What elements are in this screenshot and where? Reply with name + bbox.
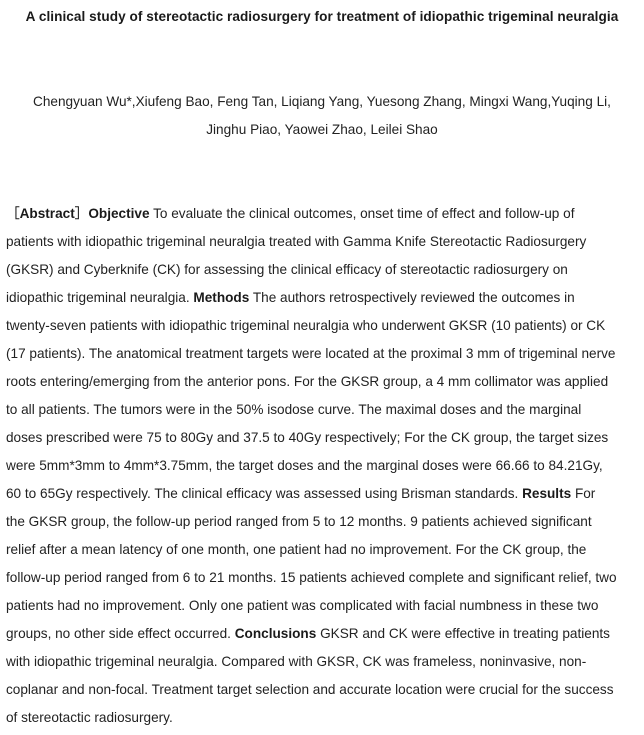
abstract-line: coplanar and non-focal. Treatment target selection and accurate location were crucial for the success — [6, 682, 614, 697]
abstract-line — [6, 284, 638, 312]
abstract-line: patients with idiopathic trigeminal neuralgia treated with Gamma Knife Stereotactic Radiosurgery — [6, 234, 587, 249]
abstract-line: (17 patients). The anatomical treatment targets were located at the proximal 3 mm of trigeminal nerve — [6, 346, 616, 361]
abstract-text: To evaluate the clinical outcomes, onset time of effect and follow-up of — [149, 206, 575, 221]
abstract-label: ［Abstract］ — [6, 206, 89, 221]
abstract-text: The authors retrospectively reviewed the outcomes in — [249, 290, 575, 305]
abstract-text: groups, no other side effect occurred. — [6, 626, 235, 641]
abstract-line: relief after a mean latency of one month, one patient had no improvement. For the CK group, the — [6, 542, 587, 557]
abstract-text: idiopathic trigeminal neuralgia. — [6, 290, 194, 305]
results-heading: Results — [522, 486, 572, 501]
abstract-line: twenty-seven patients with idiopathic trigeminal neuralgia who underwent GKSR (10 patients) or CK — [6, 318, 606, 333]
author-list — [0, 88, 644, 144]
conclusions-heading: Conclusions — [234, 626, 317, 641]
abstract-line: the GKSR group, the follow-up period ranged from 5 to 12 months. 9 patients achieved significant — [6, 514, 592, 529]
abstract-line — [6, 620, 638, 648]
abstract-line: were 5mm*3mm to 4mm*3.75mm, the target doses and the marginal doses were 66.66 to 84.21Gy, — [6, 458, 603, 473]
abstract-line — [6, 200, 638, 228]
abstract-line: patients had no improvement. Only one patient was complicated with facial numbness in these two — [6, 598, 599, 613]
paper-title: A clinical study of stereotactic radiosurgery for treatment of idiopathic trigeminal neuralgia — [25, 9, 619, 24]
abstract-text: For — [571, 486, 596, 501]
abstract-line: with idiopathic trigeminal neuralgia. Compared with GKSR, CK was frameless, noninvasive, non- — [6, 654, 587, 669]
author-line-1: Chengyuan Wu*,Xiufeng Bao, Feng Tan, Liqiang Yang, Yuesong Zhang, Mingxi Wang,Yuqing Li, — [33, 94, 611, 109]
abstract-line: follow-up period ranged from 6 to 21 months. 15 patients achieved complete and significant relief, two — [6, 570, 617, 585]
abstract-text: GKSR and CK were effective in treating patients — [316, 626, 610, 641]
methods-heading: Methods — [193, 290, 250, 305]
abstract-line: to all patients. The tumors were in the 50% isodose curve. The maximal doses and the marginal — [6, 402, 582, 417]
abstract-line: doses prescribed were 75 to 80Gy and 37.5 to 40Gy respectively; For the CK group, the target sizes — [6, 430, 609, 445]
abstract-line: of stereotactic radiosurgery. — [6, 710, 173, 725]
abstract-line — [6, 480, 638, 508]
author-line-2: Jinghu Piao, Yaowei Zhao, Leilei Shao — [206, 122, 438, 137]
abstract-line: roots entering/emerging from the anterior pons. For the GKSR group, a 4 mm collimator was applied — [6, 374, 609, 389]
abstract-body — [6, 200, 638, 732]
abstract-line: (GKSR) and Cyberknife (CK) for assessing the clinical efficacy of stereotactic radiosurgery on — [6, 262, 568, 277]
objective-heading: Objective — [88, 206, 150, 221]
abstract-text: 60 to 65Gy respectively. The clinical efficacy was assessed using Brisman standards. — [6, 486, 523, 501]
